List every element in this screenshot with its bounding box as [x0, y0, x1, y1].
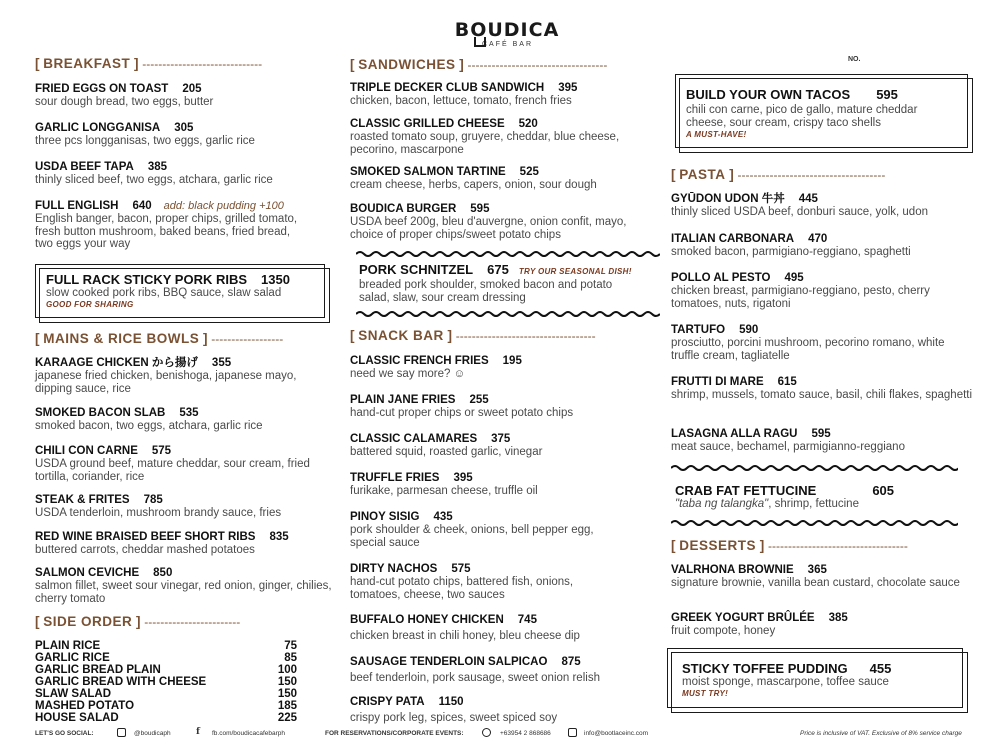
item-price: 785 [143, 494, 163, 506]
menu-item [350, 394, 660, 420]
item-description: USDA ground beef, mature cheddar, sour cream, fried tortilla, coriander, rice [35, 458, 310, 483]
menu-item [671, 233, 976, 259]
item-description: furikake, parmesan cheese, truffle oil [350, 485, 538, 497]
item-name: ITALIAN CARBONARA [671, 233, 795, 245]
wavy-divider [356, 250, 660, 258]
item-price: 205 [182, 83, 202, 95]
item-description: breaded pork shoulder, smoked bacon and potato salad, slaw, sour cream dressing [359, 279, 613, 304]
item-name: GARLIC LONGGANISA [35, 122, 161, 134]
menu-item [350, 696, 660, 725]
item-name: PLAIN JANE FRIES [350, 394, 456, 406]
featured-box-tacos [675, 74, 968, 148]
item-description: beef tenderloin, pork sausage, sweet onion relish [350, 672, 600, 684]
item-description: need we say more? ☺ [350, 368, 466, 380]
section-header-pasta: [ PASTA ] ------------------------------------- [671, 167, 886, 182]
menu-item [35, 531, 335, 557]
item-price: 445 [798, 193, 818, 205]
item-name: VALRHONA BROWNIE [671, 564, 794, 576]
menu-item [350, 82, 660, 108]
menu-item [35, 445, 335, 483]
menu-item [671, 193, 976, 219]
item-name: FULL RACK STICKY PORK RIBS [46, 272, 248, 287]
item-name: CLASSIC GRILLED CHEESE [350, 118, 505, 130]
menu-item [350, 614, 660, 643]
item-price: 195 [502, 355, 522, 367]
item-name: SMOKED SALMON TARTINE [350, 166, 506, 178]
item-price: 875 [561, 656, 581, 668]
item-name: TRIPLE DECKER CLUB SANDWICH [350, 82, 545, 94]
item-price: 385 [147, 161, 168, 173]
side-item: MASHED POTATO 185 [35, 700, 297, 712]
item-price: 615 [777, 376, 797, 388]
item-description: fruit compote, honey [671, 625, 776, 637]
menu-item [671, 612, 976, 638]
item-tag: TRY OUR SEASONAL DISH! [518, 267, 632, 276]
item-name: USDA BEEF TAPA [35, 161, 134, 173]
item-price: 640 [132, 200, 152, 212]
item-price: 1150 [438, 696, 464, 708]
menu-number-label: NO. [848, 56, 861, 63]
item-name: TRUFFLE FRIES [350, 472, 440, 484]
menu-item [35, 122, 335, 148]
item-description: chicken breast in chili honey, bleu cheese dip [350, 630, 580, 642]
email-address[interactable]: info@bootlaceinc.com [584, 730, 649, 737]
item-price: 595 [470, 203, 490, 215]
section-header-snack-bar: [ SNACK BAR ] ----------------------------------- [350, 328, 596, 343]
featured-item-schnitzel [359, 262, 659, 304]
featured-box-ribs [35, 264, 325, 318]
item-description: chicken, bacon, lettuce, tomato, french fries [350, 95, 572, 107]
menu-item [35, 83, 335, 109]
item-name: PORK SCHNITZEL [359, 262, 474, 277]
item-description: "taba ng talangka", shrimp, fettucine [675, 498, 859, 510]
item-price: 255 [469, 394, 489, 406]
item-name: POLLO AL PESTO [671, 272, 771, 284]
item-description: crispy pork leg, spices, sweet spiced soy [350, 712, 558, 724]
item-name: TARTUFO [671, 324, 726, 336]
item-tag: MUST TRY! [682, 688, 729, 698]
side-item: GARLIC BREAD WITH CHEESE 150 [35, 676, 297, 688]
item-description: japanese fried chicken, benishoga, japanese mayo, dipping sauce, rice [35, 370, 297, 395]
logo-helmet-icon [474, 37, 486, 47]
facebook-icon: f [196, 727, 200, 737]
item-description: three pcs longganisas, two eggs, garlic rice [35, 135, 255, 147]
menu-item [671, 324, 976, 362]
section-header-mains: [ MAINS & RICE BOWLS ] ------------------ [35, 331, 284, 346]
side-item: GARLIC BREAD PLAIN 100 [35, 664, 297, 676]
item-price: 375 [491, 433, 511, 445]
item-name: BUILD YOUR OWN TACOS [686, 87, 851, 102]
item-name: STICKY TOFFEE PUDDING [682, 661, 848, 676]
item-description: thinly sliced USDA beef, donburi sauce, yolk, udon [671, 206, 928, 218]
item-name: CLASSIC FRENCH FRIES [350, 355, 489, 367]
item-description: buttered carrots, cheddar mashed potatoes [35, 544, 255, 556]
item-description: sour dough bread, two eggs, butter [35, 96, 214, 108]
phone-number[interactable]: +63954 2 868686 [500, 730, 551, 737]
side-item: HOUSE SALAD 225 [35, 712, 297, 724]
item-description: slow cooked pork ribs, BBQ sauce, slaw salad [46, 287, 282, 299]
item-description: USDA beef 200g, bleu d'auvergne, onion confit, mayo, choice of proper chips/sweet potato chips [350, 216, 627, 241]
item-name: BUFFALO HONEY CHICKEN [350, 614, 504, 626]
menu-item [350, 203, 660, 241]
item-price: 745 [517, 614, 537, 626]
item-price: 850 [153, 567, 173, 579]
item-price: 575 [451, 563, 471, 575]
item-price: 385 [828, 612, 848, 624]
item-description: USDA tenderloin, mushroom brandy sauce, fries [35, 507, 282, 519]
reservations-label: FOR RESERVATIONS/CORPORATE EVENTS: [325, 730, 464, 737]
brand-logo [452, 20, 562, 54]
facebook-link[interactable]: fb.com/boudicacafebarph [212, 730, 285, 737]
menu-item [35, 407, 335, 433]
item-name: KARAAGE CHICKEN から揚げ [35, 357, 198, 369]
phone-icon [482, 728, 491, 737]
instagram-icon [117, 728, 126, 737]
item-name: RED WINE BRAISED BEEF SHORT RIBS [35, 531, 256, 543]
item-name: PINOY SISIG [350, 511, 420, 523]
section-header-breakfast: [ BREAKFAST ] ------------------------------ [35, 56, 263, 71]
brand-subtitle: CAFÉ BAR [482, 41, 534, 48]
menu-item [350, 433, 660, 459]
item-addon: add: black pudding +100 [163, 200, 284, 212]
wavy-divider [671, 464, 958, 472]
item-price: 675 [487, 262, 509, 277]
item-price: 535 [179, 407, 199, 419]
menu-item [671, 564, 976, 590]
item-name: BOUDICA BURGER [350, 203, 457, 215]
menu-item [35, 494, 335, 520]
item-description: hand-cut proper chips or sweet potato chips [350, 407, 574, 419]
item-description: chicken breast, parmigiano-reggiano, pesto, cherry tomatoes, nuts, rigatoni [671, 285, 930, 310]
item-name: GYŪDON UDON 牛丼 [671, 193, 785, 205]
social-label: LET'S GO SOCIAL: [35, 730, 94, 737]
item-price: 455 [869, 661, 892, 676]
item-price: 495 [784, 272, 804, 284]
menu-item [671, 428, 976, 454]
item-name: FRUTTI DI MARE [671, 376, 764, 388]
footer [0, 727, 1008, 747]
item-name: SAUSAGE TENDERLOIN SALPICAO [350, 656, 548, 668]
item-price: 605 [872, 483, 895, 498]
item-price: 365 [807, 564, 827, 576]
menu-item [350, 118, 660, 156]
item-description: shrimp, mussels, tomato sauce, basil, chili flakes, spaghetti [671, 389, 973, 401]
side-item: SLAW SALAD 150 [35, 688, 297, 700]
menu-item [671, 376, 976, 402]
item-name: LASAGNA ALLA RAGU [671, 428, 798, 440]
item-name: CRISPY PATA [350, 696, 425, 708]
item-description: salmon fillet, sweet sour vinegar, red onion, ginger, chilies, cherry tomato [35, 580, 332, 605]
item-description: roasted tomato soup, gruyere, cheddar, blue cheese, pecorino, mascarpone [350, 131, 620, 156]
item-price: 395 [453, 472, 473, 484]
side-item: PLAIN RICE 75 [35, 640, 297, 652]
featured-box-toffee [667, 648, 963, 708]
item-name: DIRTY NACHOS [350, 563, 438, 575]
item-description: cream cheese, herbs, capers, onion, sour dough [350, 179, 597, 191]
item-name: FRIED EGGS ON TOAST [35, 83, 169, 95]
instagram-handle[interactable]: @boudicaph [134, 730, 171, 737]
item-description: battered squid, roasted garlic, vinegar [350, 446, 543, 458]
item-price: 305 [174, 122, 194, 134]
menu-item [350, 472, 660, 498]
section-header-side-order: [ SIDE ORDER ] ------------------------ [35, 614, 241, 629]
item-tag: A MUST-HAVE! [686, 130, 747, 139]
item-price: 355 [211, 357, 232, 369]
item-description: English banger, bacon, proper chips, grilled tomato, fresh button mushroom, baked beans, fried bread, two eggs your way [35, 213, 298, 250]
item-name: SALMON CEVICHE [35, 567, 140, 579]
email-icon [568, 728, 577, 737]
vat-note: Price is inclusive of VAT. Exclusive of 8% service charge [800, 730, 962, 737]
item-description: prosciutto, porcini mushroom, pecorino romano, white truffle cream, tagliatelle [671, 337, 945, 362]
menu-item [35, 567, 335, 605]
item-name: FULL ENGLISH [35, 200, 119, 212]
item-price: 520 [518, 118, 538, 130]
item-price: 595 [811, 428, 831, 440]
item-description: smoked bacon, parmigiano-reggiano, spaghetti [671, 246, 911, 258]
item-name: SMOKED BACON SLAB [35, 407, 166, 419]
menu-item [35, 161, 335, 187]
side-item: GARLIC RICE 85 [35, 652, 297, 664]
item-price: 590 [739, 324, 759, 336]
item-name: STEAK & FRITES [35, 494, 130, 506]
item-description: hand-cut potato chips, battered fish, onions, tomatoes, cheese, two sauces [350, 576, 574, 601]
menu-item [350, 166, 660, 192]
item-name: CRAB FAT FETTUCINE [675, 483, 817, 498]
item-description: smoked bacon, two eggs, atchara, garlic rice [35, 420, 263, 432]
menu-item [350, 355, 660, 381]
item-price: 1350 [261, 272, 290, 287]
item-price: 525 [519, 166, 539, 178]
featured-item-crab-fettucine [675, 483, 955, 511]
item-tag: GOOD FOR SHARING [46, 299, 134, 309]
wavy-divider [356, 310, 660, 318]
item-price: 595 [876, 87, 898, 102]
item-description: pork shoulder & cheek, onions, bell pepper egg, special sauce [350, 524, 594, 549]
menu-item [350, 563, 625, 601]
item-name: CHILI CON CARNE [35, 445, 138, 457]
wavy-divider [671, 519, 958, 527]
menu-item [350, 511, 610, 549]
menu-item [35, 357, 335, 395]
item-description: moist sponge, mascarpone, toffee sauce [682, 676, 889, 688]
item-price: 470 [808, 233, 828, 245]
item-price: 575 [151, 445, 172, 457]
item-price: 835 [269, 531, 289, 543]
item-description: thinly sliced beef, two eggs, atchara, garlic rice [35, 174, 273, 186]
section-header-desserts: [ DESSERTS ] ----------------------------------- [671, 538, 908, 553]
item-name: GREEK YOGURT BRÛLÉE [671, 612, 815, 624]
menu-item [350, 656, 660, 685]
item-price: 395 [558, 82, 578, 94]
section-header-sandwiches: [ SANDWICHES ] ----------------------------------- [350, 57, 608, 72]
item-name: CLASSIC CALAMARES [350, 433, 478, 445]
menu-item [671, 272, 976, 310]
menu-item [35, 200, 335, 251]
item-description: chili con carne, pico de gallo, mature cheddar cheese, sour cream, crispy taco shells [686, 104, 918, 129]
item-price: 435 [433, 511, 453, 523]
item-description: meat sauce, bechamel, parmigianno-reggiano [671, 441, 905, 453]
item-description: signature brownie, vanilla bean custard, chocolate sauce [671, 577, 960, 589]
brand-name: BOUDICA [454, 19, 560, 41]
